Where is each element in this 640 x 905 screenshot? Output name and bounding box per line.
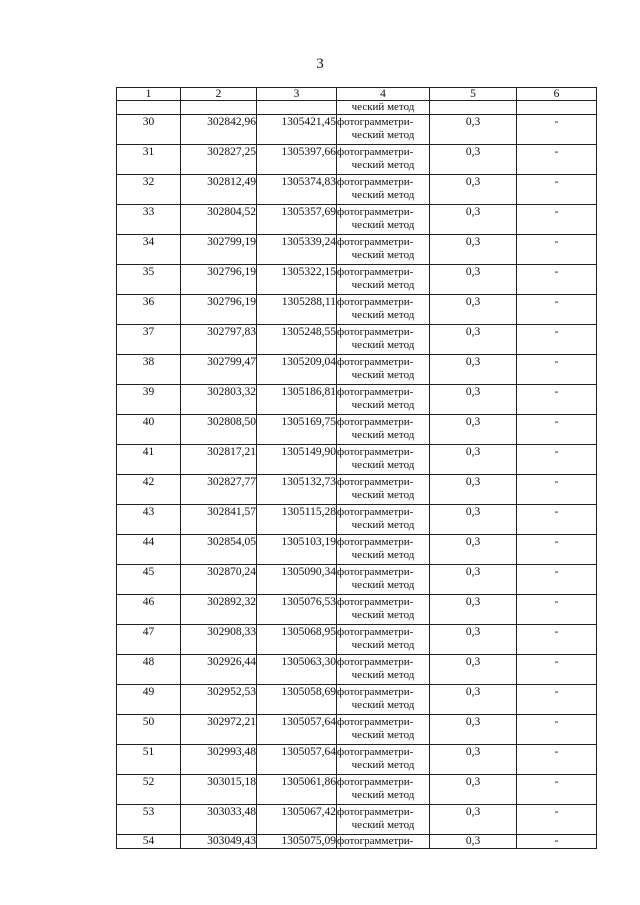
accuracy-value: 0,3 — [430, 445, 517, 475]
y-coordinate: 1305339,24 — [257, 235, 337, 265]
point-number: 41 — [117, 445, 181, 475]
method-line-1: фотограмметри- — [337, 746, 414, 758]
continuation-row — [117, 101, 597, 115]
y-coordinate: 1305090,34 — [257, 565, 337, 595]
method-line-2: ческий метод — [351, 429, 415, 441]
point-number: 33 — [117, 205, 181, 235]
method-line-2: ческий метод — [351, 369, 415, 381]
method-line-1: фотограмметри- — [337, 206, 414, 218]
accuracy-value: 0,3 — [430, 325, 517, 355]
note-value: - — [517, 265, 597, 295]
note-value: - — [517, 145, 597, 175]
x-coordinate: 302892,32 — [181, 595, 257, 625]
x-coordinate: 302993,48 — [181, 745, 257, 775]
point-number: 40 — [117, 415, 181, 445]
y-coordinate: 1305357,69 — [257, 205, 337, 235]
note-value: - — [517, 505, 597, 535]
method-line-1: фотограмметри- — [337, 236, 414, 248]
table-row — [117, 535, 597, 565]
point-number: 30 — [117, 115, 181, 145]
method-cell — [337, 835, 430, 849]
y-coordinate: 1305067,42 — [257, 805, 337, 835]
x-coordinate: 302827,25 — [181, 145, 257, 175]
table-row — [117, 805, 597, 835]
table-row — [117, 715, 597, 745]
note-value: - — [517, 805, 597, 835]
method-line-1: фотограмметри- — [337, 536, 414, 548]
note-value: - — [517, 415, 597, 445]
method-line-2: ческий метод — [351, 729, 415, 741]
method-line-1: фотограмметри- — [337, 476, 414, 488]
accuracy-value: 0,3 — [430, 775, 517, 805]
point-number: 44 — [117, 535, 181, 565]
accuracy-value: 0,3 — [430, 625, 517, 655]
method-line-1: фотограмметри- — [337, 446, 414, 458]
accuracy-value: 0,3 — [430, 235, 517, 265]
x-coordinate: 302796,19 — [181, 265, 257, 295]
y-coordinate: 1305076,53 — [257, 595, 337, 625]
method-continuation: ческий метод — [351, 101, 415, 113]
x-coordinate: 302908,33 — [181, 625, 257, 655]
y-coordinate: 1305397,66 — [257, 145, 337, 175]
x-coordinate: 302870,24 — [181, 565, 257, 595]
method-line-1: фотограмметри- — [337, 146, 414, 158]
method-cell — [337, 175, 430, 205]
point-number: 43 — [117, 505, 181, 535]
table-row — [117, 385, 597, 415]
note-value: - — [517, 175, 597, 205]
method-line-1: фотограмметри- — [337, 506, 414, 518]
x-coordinate: 303015,18 — [181, 775, 257, 805]
method-line-1: фотограмметри- — [337, 416, 414, 428]
y-coordinate: 1305132,73 — [257, 475, 337, 505]
method-line-1: фотограмметри- — [337, 656, 414, 668]
x-coordinate: 302796,19 — [181, 295, 257, 325]
y-coordinate: 1305068,95 — [257, 625, 337, 655]
method-line-2: ческий метод — [351, 249, 415, 261]
point-number: 38 — [117, 355, 181, 385]
y-coordinate: 1305058,69 — [257, 685, 337, 715]
column-header: 6 — [517, 88, 597, 101]
x-coordinate: 302808,50 — [181, 415, 257, 445]
point-number: 46 — [117, 595, 181, 625]
y-coordinate: 1305103,19 — [257, 535, 337, 565]
point-number: 31 — [117, 145, 181, 175]
point-number: 45 — [117, 565, 181, 595]
table-row — [117, 325, 597, 355]
note-value: - — [517, 115, 597, 145]
method-line-1: фотограмметри- — [337, 116, 414, 128]
accuracy-value: 0,3 — [430, 805, 517, 835]
x-coordinate: 303049,43 — [181, 835, 257, 849]
y-coordinate: 1305115,28 — [257, 505, 337, 535]
note-value: - — [517, 385, 597, 415]
method-line-2: ческий метод — [351, 189, 415, 201]
y-coordinate: 1305186,81 — [257, 385, 337, 415]
method-line-1: фотограмметри- — [337, 386, 414, 398]
method-cell — [337, 745, 430, 775]
point-number: 32 — [117, 175, 181, 205]
accuracy-value: 0,3 — [430, 715, 517, 745]
accuracy-value: 0,3 — [430, 205, 517, 235]
method-line-2: ческий метод — [351, 339, 415, 351]
method-line-2: ческий метод — [351, 309, 415, 321]
column-header: 1 — [117, 88, 181, 101]
method-cell — [337, 325, 430, 355]
method-line-2: ческий метод — [351, 129, 415, 141]
note-value: - — [517, 775, 597, 805]
note-value: - — [517, 475, 597, 505]
table-row — [117, 355, 597, 385]
table-row — [117, 205, 597, 235]
method-line-1: фотограмметри- — [337, 776, 414, 788]
accuracy-value: 0,3 — [430, 505, 517, 535]
x-coordinate: 302797,83 — [181, 325, 257, 355]
note-value: - — [517, 835, 597, 849]
column-header: 5 — [430, 88, 517, 101]
method-line-2: ческий метод — [351, 519, 415, 531]
method-cell — [337, 415, 430, 445]
point-number: 48 — [117, 655, 181, 685]
method-cell — [337, 535, 430, 565]
note-value: - — [517, 685, 597, 715]
accuracy-value: 0,3 — [430, 655, 517, 685]
method-line-2: ческий метод — [351, 279, 415, 291]
method-cell — [337, 595, 430, 625]
method-line-1: фотограмметри- — [337, 326, 414, 338]
method-cell — [337, 385, 430, 415]
accuracy-value: 0,3 — [430, 595, 517, 625]
method-cell — [337, 505, 430, 535]
table-row — [117, 445, 597, 475]
note-value: - — [517, 445, 597, 475]
table-row — [117, 595, 597, 625]
method-line-1: фотограмметри- — [337, 356, 414, 368]
accuracy-value: 0,3 — [430, 835, 517, 849]
method-line-2: ческий метод — [351, 579, 415, 591]
method-line-1: фотограмметри- — [337, 626, 414, 638]
method-line-2: ческий метод — [351, 759, 415, 771]
column-header: 3 — [257, 88, 337, 101]
x-coordinate: 302926,44 — [181, 655, 257, 685]
y-coordinate: 1305421,45 — [257, 115, 337, 145]
method-line-2: ческий метод — [351, 669, 415, 681]
table-row — [117, 115, 597, 145]
note-value: - — [517, 595, 597, 625]
table-row — [117, 415, 597, 445]
point-number: 39 — [117, 385, 181, 415]
y-coordinate: 1305169,75 — [257, 415, 337, 445]
method-line-1: фотограмметри- — [337, 686, 414, 698]
table-row — [117, 145, 597, 175]
table-row — [117, 625, 597, 655]
point-number: 53 — [117, 805, 181, 835]
accuracy-value: 0,3 — [430, 535, 517, 565]
note-value: - — [517, 325, 597, 355]
method-cell — [337, 685, 430, 715]
method-line-2: ческий метод — [351, 639, 415, 651]
y-coordinate: 1305149,90 — [257, 445, 337, 475]
method-cell — [337, 145, 430, 175]
table-row — [117, 835, 597, 849]
y-coordinate: 1305061,86 — [257, 775, 337, 805]
method-line-2: ческий метод — [351, 789, 415, 801]
method-cell — [337, 715, 430, 745]
method-cell — [337, 775, 430, 805]
table-row — [117, 295, 597, 325]
method-line-2: ческий метод — [351, 459, 415, 471]
accuracy-value: 0,3 — [430, 355, 517, 385]
x-coordinate: 302803,32 — [181, 385, 257, 415]
x-coordinate: 302799,47 — [181, 355, 257, 385]
method-cell — [337, 445, 430, 475]
note-value: - — [517, 535, 597, 565]
x-coordinate: 302817,21 — [181, 445, 257, 475]
point-number: 36 — [117, 295, 181, 325]
table-row — [117, 235, 597, 265]
x-coordinate: 302842,96 — [181, 115, 257, 145]
table-row — [117, 655, 597, 685]
coordinates-table — [116, 87, 597, 849]
y-coordinate: 1305322,15 — [257, 265, 337, 295]
method-line-1: фотограмметри- — [337, 266, 414, 278]
y-coordinate: 1305057,64 — [257, 745, 337, 775]
method-cell — [337, 355, 430, 385]
method-line-2: ческий метод — [351, 399, 415, 411]
table-row — [117, 175, 597, 205]
accuracy-value: 0,3 — [430, 115, 517, 145]
note-value: - — [517, 715, 597, 745]
point-number: 37 — [117, 325, 181, 355]
column-header: 4 — [337, 88, 430, 101]
accuracy-value: 0,3 — [430, 475, 517, 505]
point-number: 42 — [117, 475, 181, 505]
x-coordinate: 302841,57 — [181, 505, 257, 535]
table-row — [117, 685, 597, 715]
y-coordinate: 1305057,64 — [257, 715, 337, 745]
page-number: 3 — [316, 56, 324, 72]
method-cell — [337, 265, 430, 295]
x-coordinate: 302972,21 — [181, 715, 257, 745]
accuracy-value: 0,3 — [430, 415, 517, 445]
y-coordinate: 1305209,04 — [257, 355, 337, 385]
method-line-2: ческий метод — [351, 819, 415, 831]
note-value: - — [517, 205, 597, 235]
point-number: 54 — [117, 835, 181, 849]
accuracy-value: 0,3 — [430, 265, 517, 295]
y-coordinate: 1305374,83 — [257, 175, 337, 205]
x-coordinate: 302804,52 — [181, 205, 257, 235]
method-cell — [337, 115, 430, 145]
method-line-1: фотограмметри- — [337, 566, 414, 578]
x-coordinate: 302952,53 — [181, 685, 257, 715]
y-coordinate: 1305075,09 — [257, 835, 337, 849]
header-row — [117, 88, 597, 101]
point-number: 51 — [117, 745, 181, 775]
method-cell — [337, 205, 430, 235]
table-row — [117, 265, 597, 295]
method-cell — [337, 475, 430, 505]
x-coordinate: 302827,77 — [181, 475, 257, 505]
note-value: - — [517, 355, 597, 385]
point-number: 52 — [117, 775, 181, 805]
note-value: - — [517, 745, 597, 775]
x-coordinate: 302799,19 — [181, 235, 257, 265]
y-coordinate: 1305248,55 — [257, 325, 337, 355]
table-row — [117, 475, 597, 505]
point-number: 35 — [117, 265, 181, 295]
method-cell — [337, 805, 430, 835]
x-coordinate: 303033,48 — [181, 805, 257, 835]
method-line-2: ческий метод — [351, 609, 415, 621]
method-line-1: фотограмметри- — [337, 806, 414, 818]
note-value: - — [517, 565, 597, 595]
table-row — [117, 505, 597, 535]
method-line-2: ческий метод — [351, 549, 415, 561]
method-line-1: фотограмметри- — [337, 176, 414, 188]
accuracy-value: 0,3 — [430, 145, 517, 175]
method-line-2: ческий метод — [351, 159, 415, 171]
method-cell — [337, 565, 430, 595]
table-row — [117, 745, 597, 775]
note-value: - — [517, 655, 597, 685]
method-line-1: фотограмметри- — [337, 296, 414, 308]
accuracy-value: 0,3 — [430, 745, 517, 775]
method-line-1: фотограмметри- — [337, 716, 414, 728]
x-coordinate: 302812,49 — [181, 175, 257, 205]
column-header: 2 — [181, 88, 257, 101]
method-line-1: фотограмметри- — [337, 835, 414, 847]
accuracy-value: 0,3 — [430, 295, 517, 325]
point-number: 50 — [117, 715, 181, 745]
table-row — [117, 565, 597, 595]
y-coordinate: 1305288,11 — [257, 295, 337, 325]
note-value: - — [517, 235, 597, 265]
accuracy-value: 0,3 — [430, 685, 517, 715]
accuracy-value: 0,3 — [430, 175, 517, 205]
method-line-2: ческий метод — [351, 219, 415, 231]
point-number: 47 — [117, 625, 181, 655]
method-line-2: ческий метод — [351, 699, 415, 711]
method-cell — [337, 235, 430, 265]
method-line-1: фотограмметри- — [337, 596, 414, 608]
point-number: 34 — [117, 235, 181, 265]
accuracy-value: 0,3 — [430, 565, 517, 595]
point-number: 49 — [117, 685, 181, 715]
note-value: - — [517, 625, 597, 655]
method-line-2: ческий метод — [351, 489, 415, 501]
x-coordinate: 302854,05 — [181, 535, 257, 565]
table-row — [117, 775, 597, 805]
note-value: - — [517, 295, 597, 325]
method-cell — [337, 655, 430, 685]
accuracy-value: 0,3 — [430, 385, 517, 415]
y-coordinate: 1305063,30 — [257, 655, 337, 685]
method-cell — [337, 625, 430, 655]
method-cell — [337, 295, 430, 325]
